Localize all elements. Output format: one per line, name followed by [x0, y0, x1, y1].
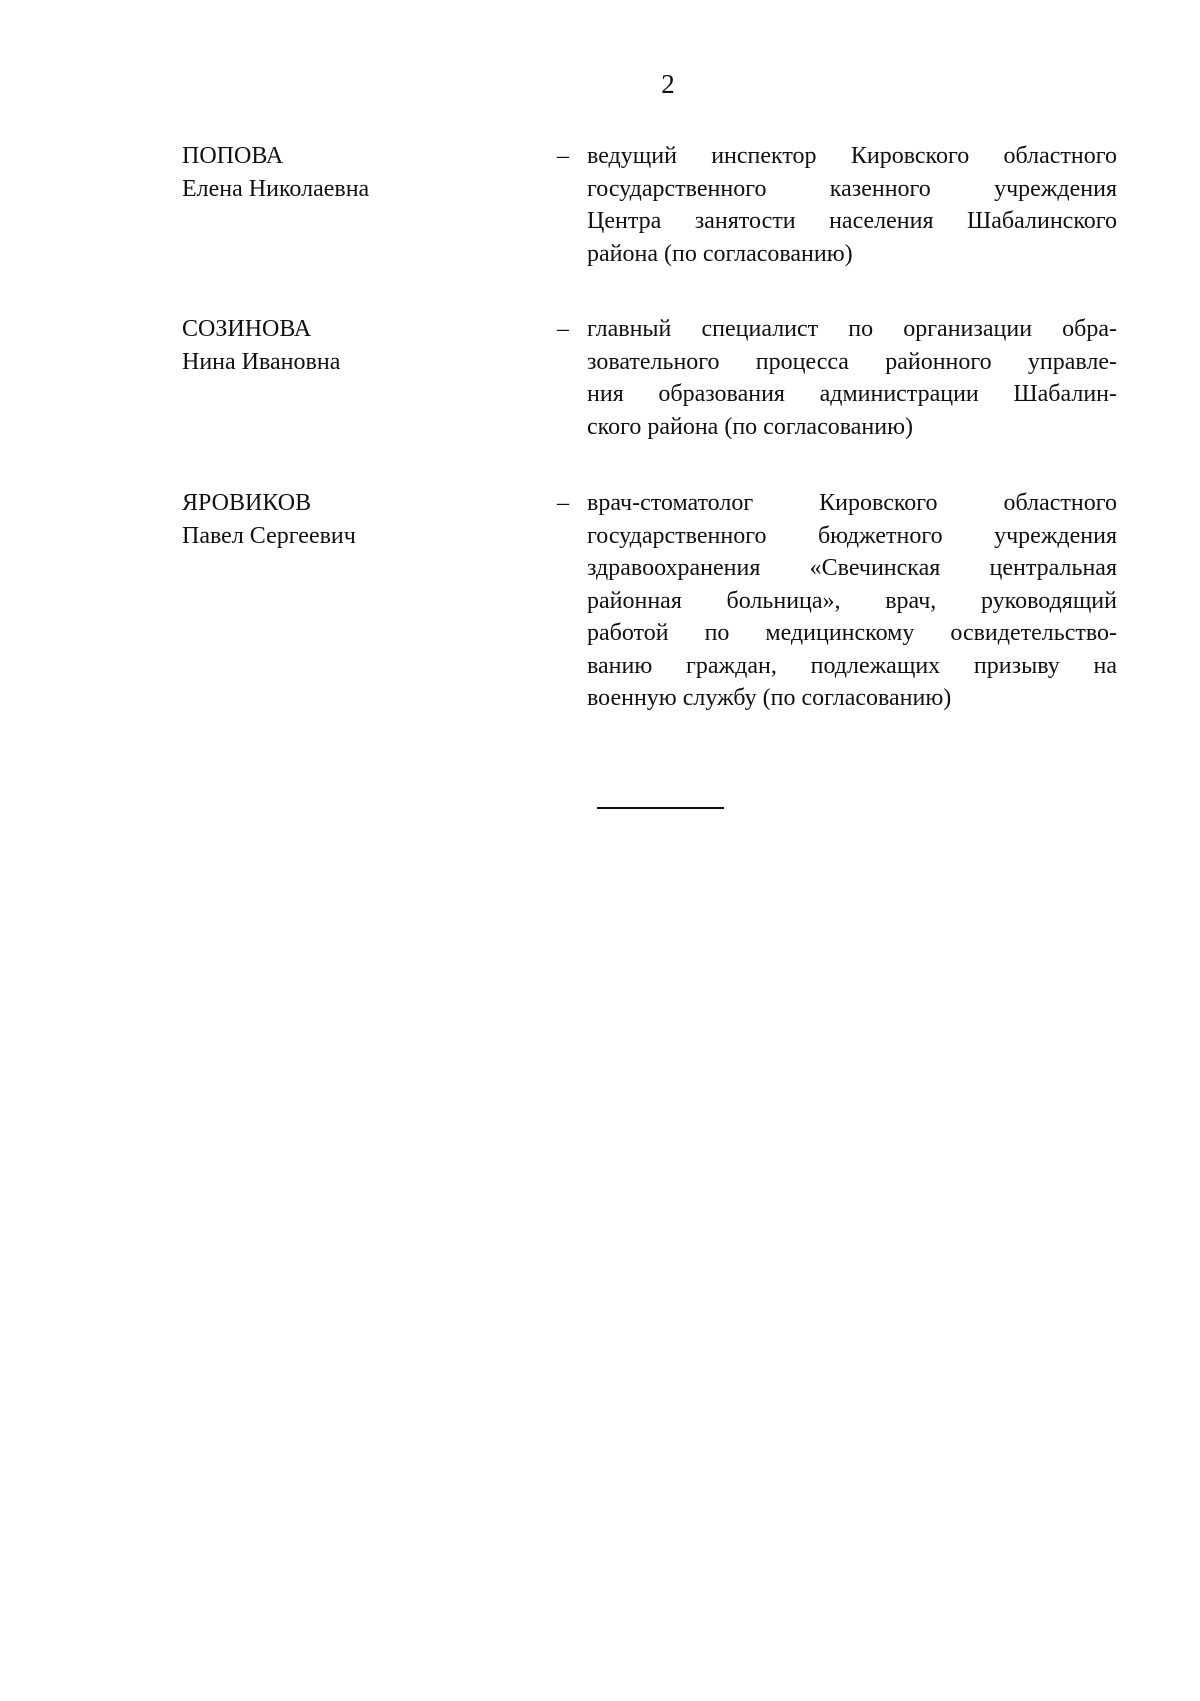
member-role: [587, 487, 1117, 715]
member-surname: СОЗИНОВА: [182, 316, 312, 342]
dash-separator: –: [557, 316, 569, 342]
member-role: [587, 140, 1117, 270]
role-line: районная больница», врач, руководящий: [587, 587, 1117, 614]
member-entry: [182, 140, 1122, 270]
member-name: [182, 140, 557, 270]
role-line: государственного бюджетного учреждения: [587, 522, 1117, 549]
role-line: ведущий инспектор Кировского областного: [587, 143, 1117, 169]
member-entry: [182, 487, 1122, 715]
member-surname: ЯРОВИКОВ: [182, 490, 312, 516]
role-line: главный специалист по организации обра-: [587, 316, 1117, 342]
dash-separator: –: [557, 490, 569, 516]
member-name: [182, 487, 557, 715]
role-line: работой по медицинскому освидетельство-: [587, 620, 1117, 646]
closing-divider-line: [597, 807, 724, 809]
dash-separator: –: [557, 143, 569, 169]
member-surname: ПОПОВА: [182, 143, 284, 169]
role-line: ского района (по согласованию): [587, 413, 914, 440]
role-line: военную службу (по согласованию): [587, 685, 952, 711]
role-line: Центра занятости населения Шабалинского: [587, 208, 1117, 234]
role-line: зовательного процесса районного управле-: [587, 348, 1117, 375]
role-line: врач-стоматолог Кировского областного: [587, 490, 1117, 516]
member-given-names: Елена Николаевна: [182, 175, 370, 202]
role-line: ния образования администрации Шабалин-: [587, 381, 1117, 407]
member-given-names: Павел Сергеевич: [182, 522, 356, 549]
member-name: [182, 313, 557, 443]
role-line: района (по согласованию): [587, 240, 853, 267]
page-number: 2: [661, 69, 675, 99]
role-line: здравоохранения «Свечинская центральная: [587, 555, 1117, 581]
member-entry: [182, 313, 1122, 443]
member-given-names: Нина Ивановна: [182, 348, 341, 375]
role-line: ванию граждан, подлежащих призыву на: [587, 652, 1117, 679]
role-line: государственного казенного учреждения: [587, 175, 1117, 202]
member-role: [587, 313, 1117, 443]
